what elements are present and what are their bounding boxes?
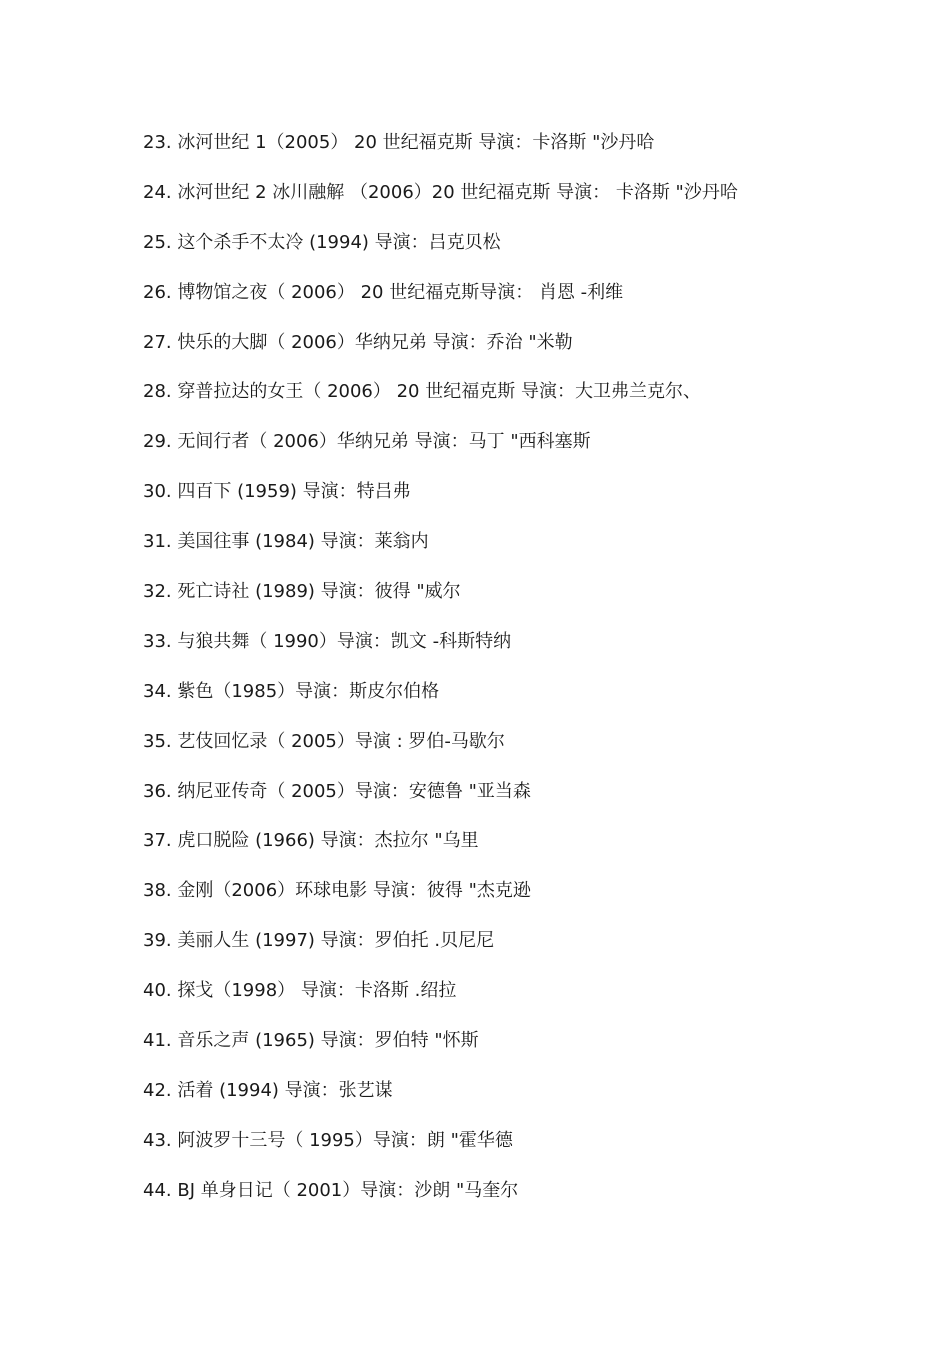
list-item: 38. 金刚（2006）环球电影 导演：彼得 "杰克逊 xyxy=(143,880,531,902)
list-item: 27. 快乐的大脚（ 2006）华纳兄弟 导演：乔治 "米勒 xyxy=(143,331,573,353)
list-item: 34. 紫色（1985）导演：斯皮尔伯格 xyxy=(143,680,440,702)
list-item: 36. 纳尼亚传奇（ 2005）导演：安德鲁 "亚当森 xyxy=(143,780,531,802)
list-item: 40. 探戈（1998） 导演：卡洛斯 .绍拉 xyxy=(143,980,457,1002)
list-item: 33. 与狼共舞（ 1990）导演：凯文 -科斯特纳 xyxy=(143,630,512,652)
list-item: 26. 博物馆之夜（ 2006） 20 世纪福克斯导演： 肖恩 -利维 xyxy=(143,281,624,303)
list-item: 44. BJ 单身日记（ 2001）导演：沙朗 "马奎尔 xyxy=(143,1179,519,1201)
list-item: 29. 无间行者（ 2006）华纳兄弟 导演：马丁 "西科塞斯 xyxy=(143,431,591,453)
list-item: 32. 死亡诗社 (1989) 导演：彼得 "威尔 xyxy=(143,581,461,603)
list-item: 43. 阿波罗十三号（ 1995）导演：朗 "霍华德 xyxy=(143,1129,513,1151)
list-item: 42. 活着 (1994) 导演：张艺谋 xyxy=(143,1079,393,1101)
list-item: 37. 虎口脱险 (1966) 导演：杰拉尔 "乌里 xyxy=(143,830,479,852)
movie-list xyxy=(143,128,933,1226)
list-item: 23. 冰河世纪 1（2005） 20 世纪福克斯 导演：卡洛斯 "沙丹哈 xyxy=(143,132,655,153)
list-item: 24. 冰河世纪 2 冰川融解 （2006）20 世纪福克斯 导演： 卡洛斯 "沙丹哈 xyxy=(143,181,738,203)
list-item: 31. 美国往事 (1984) 导演：莱翁内 xyxy=(143,531,429,553)
list-item: 30. 四百下 (1959) 导演：特吕弗 xyxy=(143,481,411,503)
list-item: 28. 穿普拉达的女王（ 2006） 20 世纪福克斯 导演：大卫弗兰克尔、 xyxy=(143,381,701,403)
list-item: 35. 艺伎回忆录（ 2005）导演 : 罗伯-马歇尔 xyxy=(143,730,505,752)
list-item: 39. 美丽人生 (1997) 导演：罗伯托 .贝尼尼 xyxy=(143,930,495,952)
list-item: 41. 音乐之声 (1965) 导演：罗伯特 "怀斯 xyxy=(143,1030,479,1052)
list-item: 25. 这个杀手不太冷 (1994) 导演：吕克贝松 xyxy=(143,231,501,253)
